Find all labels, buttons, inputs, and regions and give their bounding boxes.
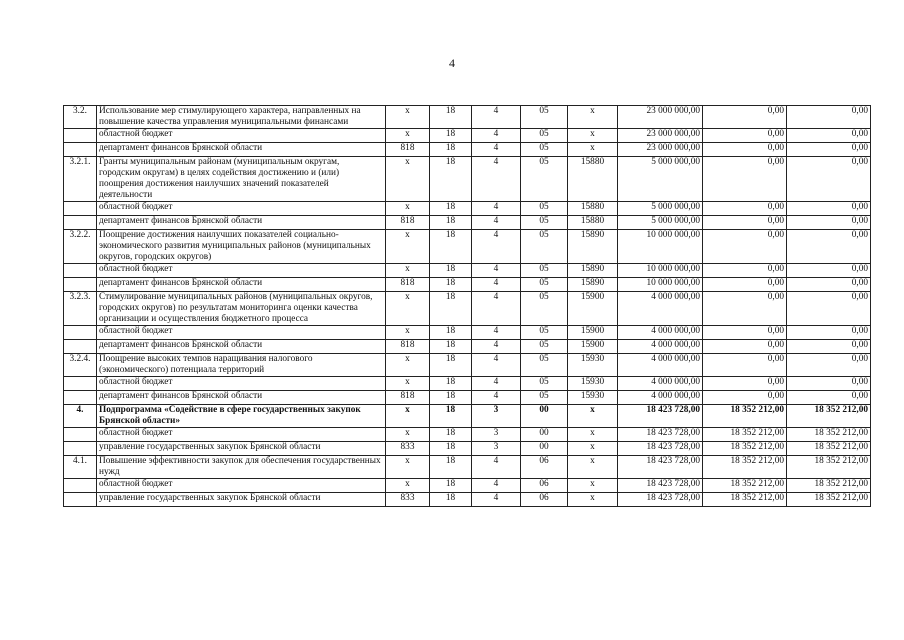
amount-cell: 0,00 [703, 292, 787, 326]
amount-cell: 0,00 [787, 202, 871, 216]
code-cell: x [386, 428, 430, 442]
row-number-cell: 3.2.1. [64, 157, 97, 202]
code-cell: 4 [472, 456, 521, 479]
table-row [64, 157, 871, 202]
table-body [64, 106, 871, 507]
amount-cell: 0,00 [787, 354, 871, 377]
amount-cell: 0,00 [703, 129, 787, 143]
amount-cell: 18 352 212,00 [787, 493, 871, 507]
code-cell: 4 [472, 391, 521, 405]
amount-cell: 0,00 [787, 157, 871, 202]
code-cell: x [386, 326, 430, 340]
code-cell: 00 [521, 428, 568, 442]
code-cell: x [568, 442, 618, 456]
code-cell: 05 [521, 354, 568, 377]
row-number-cell [64, 129, 97, 143]
code-cell: 18 [430, 106, 472, 129]
code-cell: x [386, 405, 430, 428]
row-name-cell: Гранты муниципальным районам (муниципальным округам, городским округам) в целях содействия достижению и (или) поощрения достижения наилучших значений показателей деятельности [97, 157, 386, 202]
code-cell: 18 [430, 216, 472, 230]
amount-cell: 0,00 [703, 202, 787, 216]
amount-cell: 23 000 000,00 [618, 129, 703, 143]
code-cell: 05 [521, 278, 568, 292]
code-cell: 05 [521, 377, 568, 391]
code-cell: 18 [430, 143, 472, 157]
table-row [64, 479, 871, 493]
table-row [64, 264, 871, 278]
code-cell: 05 [521, 216, 568, 230]
code-cell: 15890 [568, 278, 618, 292]
code-cell: x [568, 456, 618, 479]
code-cell: 818 [386, 278, 430, 292]
amount-cell: 0,00 [787, 292, 871, 326]
row-name-cell: департамент финансов Брянской области [97, 216, 386, 230]
code-cell: x [386, 264, 430, 278]
code-cell: x [386, 479, 430, 493]
amount-cell: 0,00 [703, 377, 787, 391]
code-cell: x [386, 202, 430, 216]
amount-cell: 5 000 000,00 [618, 202, 703, 216]
code-cell: x [386, 106, 430, 129]
code-cell: 3 [472, 442, 521, 456]
row-number-cell [64, 216, 97, 230]
code-cell: 18 [430, 278, 472, 292]
code-cell: 00 [521, 442, 568, 456]
amount-cell: 0,00 [703, 340, 787, 354]
code-cell: 18 [430, 456, 472, 479]
amount-cell: 18 352 212,00 [787, 405, 871, 428]
amount-cell: 18 352 212,00 [787, 428, 871, 442]
code-cell: 05 [521, 157, 568, 202]
row-name-cell: Подпрограмма «Содействие в сфере государственных закупок Брянской области» [97, 405, 386, 428]
amount-cell: 0,00 [703, 216, 787, 230]
code-cell: 18 [430, 292, 472, 326]
code-cell: 06 [521, 456, 568, 479]
row-number-cell [64, 143, 97, 157]
amount-cell: 0,00 [703, 326, 787, 340]
amount-cell: 23 000 000,00 [618, 106, 703, 129]
amount-cell: 10 000 000,00 [618, 264, 703, 278]
row-name-cell: областной бюджет [97, 479, 386, 493]
table-row [64, 129, 871, 143]
table-row [64, 354, 871, 377]
row-name-cell: Поощрение высоких темпов наращивания налогового (экономического) потенциала территорий [97, 354, 386, 377]
code-cell: x [568, 106, 618, 129]
code-cell: 4 [472, 326, 521, 340]
code-cell: x [386, 292, 430, 326]
code-cell: 15880 [568, 216, 618, 230]
amount-cell: 4 000 000,00 [618, 326, 703, 340]
code-cell: 18 [430, 202, 472, 216]
table-row [64, 340, 871, 354]
row-name-cell: областной бюджет [97, 264, 386, 278]
table-row [64, 405, 871, 428]
amount-cell: 0,00 [703, 157, 787, 202]
amount-cell: 5 000 000,00 [618, 157, 703, 202]
code-cell: 05 [521, 326, 568, 340]
amount-cell: 4 000 000,00 [618, 292, 703, 326]
amount-cell: 18 423 728,00 [618, 428, 703, 442]
table-row [64, 292, 871, 326]
code-cell: 15890 [568, 264, 618, 278]
row-number-cell [64, 428, 97, 442]
row-number-cell [64, 377, 97, 391]
code-cell: x [386, 129, 430, 143]
amount-cell: 18 352 212,00 [703, 456, 787, 479]
amount-cell: 18 423 728,00 [618, 442, 703, 456]
code-cell: 4 [472, 292, 521, 326]
code-cell: 15930 [568, 354, 618, 377]
row-number-cell [64, 493, 97, 507]
amount-cell: 0,00 [787, 264, 871, 278]
row-number-cell [64, 264, 97, 278]
amount-cell: 18 352 212,00 [787, 442, 871, 456]
code-cell: 18 [430, 442, 472, 456]
table-row [64, 143, 871, 157]
row-number-cell: 3.2. [64, 106, 97, 129]
row-number-cell [64, 340, 97, 354]
row-number-cell: 4.1. [64, 456, 97, 479]
row-number-cell: 3.2.4. [64, 354, 97, 377]
code-cell: 818 [386, 340, 430, 354]
amount-cell: 0,00 [787, 326, 871, 340]
amount-cell: 18 352 212,00 [787, 479, 871, 493]
row-number-cell: 3.2.2. [64, 230, 97, 264]
row-number-cell [64, 391, 97, 405]
amount-cell: 4 000 000,00 [618, 391, 703, 405]
code-cell: 05 [521, 292, 568, 326]
amount-cell: 0,00 [703, 278, 787, 292]
row-number-cell [64, 278, 97, 292]
code-cell: x [568, 493, 618, 507]
code-cell: x [386, 157, 430, 202]
code-cell: 05 [521, 340, 568, 354]
row-name-cell: департамент финансов Брянской области [97, 391, 386, 405]
budget-table [63, 105, 871, 507]
code-cell: 4 [472, 278, 521, 292]
amount-cell: 0,00 [787, 216, 871, 230]
code-cell: x [568, 129, 618, 143]
table-row [64, 216, 871, 230]
amount-cell: 0,00 [787, 143, 871, 157]
amount-cell: 4 000 000,00 [618, 377, 703, 391]
amount-cell: 0,00 [787, 106, 871, 129]
amount-cell: 0,00 [703, 264, 787, 278]
code-cell: 18 [430, 405, 472, 428]
amount-cell: 0,00 [787, 391, 871, 405]
code-cell: x [386, 377, 430, 391]
code-cell: 15930 [568, 377, 618, 391]
amount-cell: 18 423 728,00 [618, 405, 703, 428]
table-row [64, 442, 871, 456]
code-cell: 05 [521, 230, 568, 264]
code-cell: 15930 [568, 391, 618, 405]
code-cell: 06 [521, 479, 568, 493]
code-cell: 3 [472, 405, 521, 428]
code-cell: 833 [386, 442, 430, 456]
code-cell: 05 [521, 202, 568, 216]
code-cell: 05 [521, 143, 568, 157]
row-name-cell: областной бюджет [97, 202, 386, 216]
row-name-cell: управление государственных закупок Брянской области [97, 442, 386, 456]
code-cell: 05 [521, 264, 568, 278]
amount-cell: 18 352 212,00 [703, 428, 787, 442]
row-number-cell [64, 326, 97, 340]
table-row [64, 377, 871, 391]
code-cell: 4 [472, 106, 521, 129]
code-cell: 00 [521, 405, 568, 428]
code-cell: 3 [472, 428, 521, 442]
amount-cell: 0,00 [787, 278, 871, 292]
table-row [64, 391, 871, 405]
row-name-cell: Повышение эффективности закупок для обеспечения государственных нужд [97, 456, 386, 479]
amount-cell: 18 352 212,00 [703, 493, 787, 507]
amount-cell: 18 423 728,00 [618, 456, 703, 479]
amount-cell: 0,00 [787, 340, 871, 354]
table-row [64, 456, 871, 479]
code-cell: 4 [472, 202, 521, 216]
code-cell: 18 [430, 391, 472, 405]
code-cell: 15900 [568, 326, 618, 340]
code-cell: 818 [386, 391, 430, 405]
row-name-cell: департамент финансов Брянской области [97, 340, 386, 354]
code-cell: 818 [386, 216, 430, 230]
table-row [64, 278, 871, 292]
code-cell: 18 [430, 157, 472, 202]
amount-cell: 10 000 000,00 [618, 278, 703, 292]
row-number-cell [64, 202, 97, 216]
amount-cell: 18 352 212,00 [703, 479, 787, 493]
code-cell: x [568, 405, 618, 428]
code-cell: x [386, 456, 430, 479]
amount-cell: 10 000 000,00 [618, 230, 703, 264]
row-name-cell: областной бюджет [97, 326, 386, 340]
amount-cell: 23 000 000,00 [618, 143, 703, 157]
code-cell: 4 [472, 340, 521, 354]
code-cell: x [386, 230, 430, 264]
row-name-cell: Использование мер стимулирующего характера, направленных на повышение качества управления муниципальными финансами [97, 106, 386, 129]
amount-cell: 18 352 212,00 [703, 442, 787, 456]
row-name-cell: Поощрение достижения наилучших показателей социально-экономического развития муниципальных районов (муниципальных округов, городских округов) [97, 230, 386, 264]
code-cell: 4 [472, 493, 521, 507]
amount-cell: 18 352 212,00 [703, 405, 787, 428]
table-row [64, 428, 871, 442]
table-row [64, 230, 871, 264]
code-cell: x [568, 143, 618, 157]
code-cell: 4 [472, 143, 521, 157]
amount-cell: 4 000 000,00 [618, 340, 703, 354]
code-cell: 15890 [568, 230, 618, 264]
code-cell: 4 [472, 264, 521, 278]
code-cell: 4 [472, 230, 521, 264]
code-cell: 15900 [568, 292, 618, 326]
code-cell: 4 [472, 157, 521, 202]
code-cell: 06 [521, 493, 568, 507]
row-name-cell: Стимулирование муниципальных районов (муниципальных округов, городских округов) по результатам мониторинга оценки качества организации и осуществления бюджетного процесса [97, 292, 386, 326]
code-cell: x [568, 479, 618, 493]
code-cell: 4 [472, 377, 521, 391]
code-cell: 05 [521, 129, 568, 143]
amount-cell: 0,00 [703, 106, 787, 129]
code-cell: 833 [386, 493, 430, 507]
row-name-cell: областной бюджет [97, 428, 386, 442]
code-cell: 15900 [568, 340, 618, 354]
code-cell: 4 [472, 354, 521, 377]
code-cell: 05 [521, 391, 568, 405]
code-cell: 18 [430, 230, 472, 264]
row-name-cell: областной бюджет [97, 377, 386, 391]
amount-cell: 0,00 [787, 377, 871, 391]
table-row [64, 202, 871, 216]
amount-cell: 18 423 728,00 [618, 493, 703, 507]
code-cell: 18 [430, 377, 472, 391]
code-cell: x [568, 428, 618, 442]
amount-cell: 4 000 000,00 [618, 354, 703, 377]
code-cell: 18 [430, 264, 472, 278]
code-cell: 18 [430, 340, 472, 354]
table-row [64, 493, 871, 507]
row-name-cell: областной бюджет [97, 129, 386, 143]
code-cell: 18 [430, 326, 472, 340]
code-cell: 4 [472, 129, 521, 143]
code-cell: 18 [430, 129, 472, 143]
amount-cell: 0,00 [703, 391, 787, 405]
amount-cell: 0,00 [787, 129, 871, 143]
amount-cell: 18 352 212,00 [787, 456, 871, 479]
amount-cell: 0,00 [703, 354, 787, 377]
code-cell: 15880 [568, 157, 618, 202]
code-cell: 05 [521, 106, 568, 129]
table-row [64, 106, 871, 129]
row-name-cell: управление государственных закупок Брянской области [97, 493, 386, 507]
amount-cell: 0,00 [787, 230, 871, 264]
code-cell: 4 [472, 479, 521, 493]
row-number-cell: 4. [64, 405, 97, 428]
amount-cell: 0,00 [703, 230, 787, 264]
code-cell: 18 [430, 479, 472, 493]
table-row [64, 326, 871, 340]
code-cell: 15880 [568, 202, 618, 216]
page-number: 4 [449, 56, 455, 70]
row-number-cell: 3.2.3. [64, 292, 97, 326]
code-cell: 818 [386, 143, 430, 157]
row-number-cell [64, 479, 97, 493]
code-cell: 18 [430, 493, 472, 507]
row-name-cell: департамент финансов Брянской области [97, 278, 386, 292]
code-cell: x [386, 354, 430, 377]
row-number-cell [64, 442, 97, 456]
amount-cell: 5 000 000,00 [618, 216, 703, 230]
code-cell: 18 [430, 354, 472, 377]
code-cell: 18 [430, 428, 472, 442]
amount-cell: 18 423 728,00 [618, 479, 703, 493]
code-cell: 4 [472, 216, 521, 230]
row-name-cell: департамент финансов Брянской области [97, 143, 386, 157]
amount-cell: 0,00 [703, 143, 787, 157]
